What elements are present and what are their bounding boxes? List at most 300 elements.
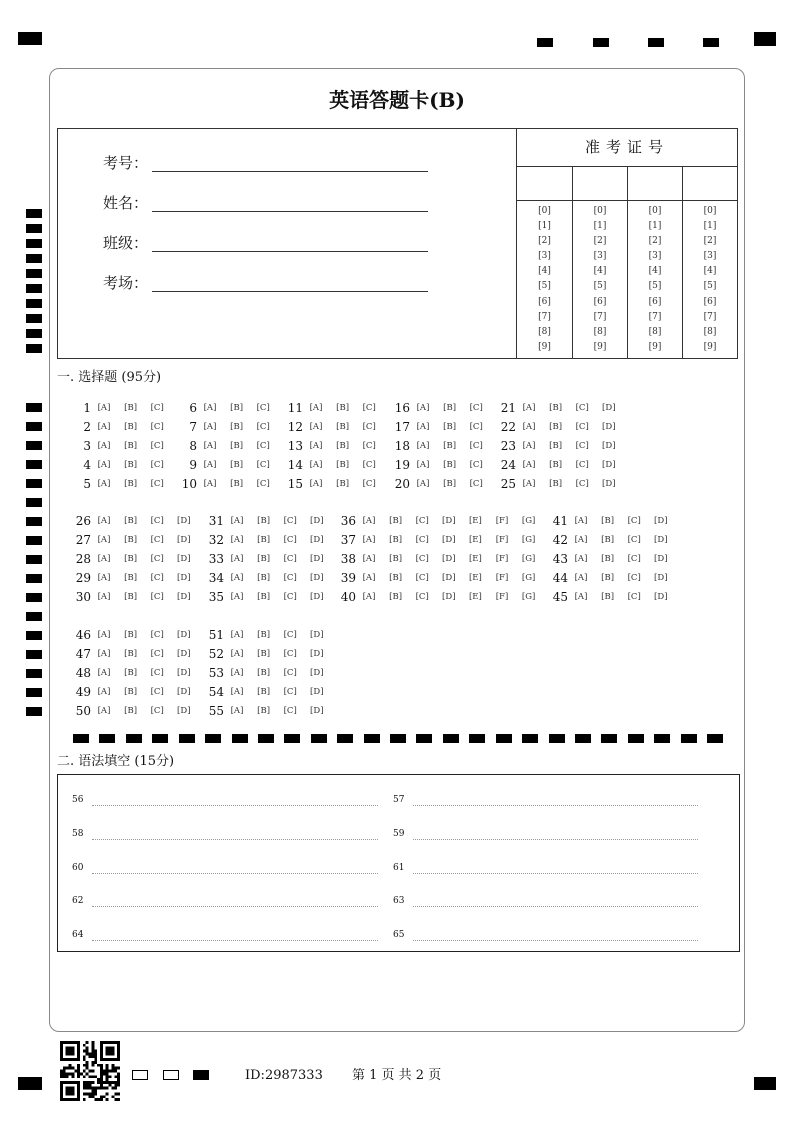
- question-number: 9: [189, 458, 197, 472]
- answer-option-bubble[interactable]: [ B ]: [442, 439, 458, 453]
- question-number: 14: [287, 458, 303, 472]
- digit-bubble[interactable]: [ 4 ]: [573, 264, 627, 279]
- answer-option-bubble[interactable]: [ D ]: [309, 628, 325, 642]
- answer-option-bubble[interactable]: [ D ]: [309, 685, 325, 699]
- digit-bubble[interactable]: [ 5 ]: [573, 279, 627, 294]
- digit-bubble[interactable]: [ 7 ]: [573, 310, 627, 325]
- answer-option-bubble[interactable]: [ B ]: [123, 533, 139, 547]
- class-field[interactable]: [103, 231, 433, 255]
- answer-option-bubble[interactable]: [ A ]: [96, 477, 112, 491]
- qr-module: [91, 1061, 94, 1064]
- qr-module: [83, 1055, 86, 1058]
- digit-bubble[interactable]: [ 9 ]: [573, 340, 627, 355]
- answer-option-bubble[interactable]: [ A ]: [573, 514, 589, 528]
- digit-bubble[interactable]: [ 5 ]: [628, 279, 682, 294]
- answer-option-bubble[interactable]: [ D ]: [176, 685, 192, 699]
- answer-option-bubble[interactable]: [ D ]: [601, 439, 617, 453]
- exam-number-field[interactable]: [103, 151, 433, 175]
- qr-module: [89, 1084, 92, 1087]
- answer-option-bubble[interactable]: [ G ]: [521, 571, 537, 585]
- answer-option-bubble[interactable]: [ B ]: [256, 666, 272, 680]
- answer-option-bubble[interactable]: [ B ]: [388, 571, 404, 585]
- answer-option-bubble[interactable]: [ A ]: [96, 685, 112, 699]
- answer-option-bubble[interactable]: [ B ]: [123, 666, 139, 680]
- answer-option-bubble[interactable]: [ B ]: [229, 420, 245, 434]
- answer-option-bubble[interactable]: [ C ]: [574, 439, 590, 453]
- answer-option-bubble[interactable]: [ B ]: [335, 420, 351, 434]
- answer-option-bubble[interactable]: [ F ]: [494, 514, 510, 528]
- answer-option-bubble[interactable]: [ B ]: [600, 514, 616, 528]
- answer-option-bubble[interactable]: [ D ]: [309, 704, 325, 718]
- digit-bubble[interactable]: [ 0 ]: [573, 204, 627, 219]
- digit-bubble[interactable]: [ 0 ]: [517, 204, 572, 219]
- qr-module: [103, 1081, 106, 1084]
- answer-option-bubble[interactable]: [ B ]: [123, 458, 139, 472]
- student-info-box: [57, 128, 738, 359]
- qr-module: [106, 1078, 109, 1081]
- answer-option-bubble[interactable]: [ B ]: [123, 685, 139, 699]
- answer-option-bubble[interactable]: [ A ]: [521, 477, 537, 491]
- answer-option-bubble[interactable]: [ C ]: [468, 458, 484, 472]
- blank-answer-line[interactable]: [92, 940, 378, 941]
- answer-option-bubble[interactable]: [ C ]: [414, 571, 430, 585]
- answer-option-bubble[interactable]: [ C ]: [282, 647, 298, 661]
- answer-option-bubble[interactable]: [ D ]: [601, 477, 617, 491]
- answer-option-bubble[interactable]: [ A ]: [96, 401, 112, 415]
- answer-option-bubble[interactable]: [ F ]: [494, 590, 510, 604]
- answer-option-bubble[interactable]: [ A ]: [573, 552, 589, 566]
- qr-module: [69, 1090, 72, 1093]
- digit-bubble[interactable]: [ 3 ]: [628, 249, 682, 264]
- qr-module: [91, 1047, 94, 1050]
- answer-option-bubble[interactable]: [ B ]: [229, 401, 245, 415]
- answer-option-bubble[interactable]: [ B ]: [256, 647, 272, 661]
- qr-module: [111, 1095, 114, 1098]
- answer-option-bubble[interactable]: [ A ]: [202, 458, 218, 472]
- answer-option-bubble[interactable]: [ A ]: [415, 458, 431, 472]
- answer-option-bubble[interactable]: [ A ]: [229, 514, 245, 528]
- answer-option-bubble[interactable]: [ D ]: [176, 666, 192, 680]
- answer-option-bubble[interactable]: [ C ]: [414, 590, 430, 604]
- answer-option-bubble[interactable]: [ B ]: [123, 401, 139, 415]
- answer-option-bubble[interactable]: [ B ]: [548, 439, 564, 453]
- answer-option-bubble[interactable]: [ D ]: [309, 552, 325, 566]
- answer-option-bubble[interactable]: [ A ]: [573, 571, 589, 585]
- answer-option-bubble[interactable]: [ C ]: [574, 458, 590, 472]
- answer-option-bubble[interactable]: [ B ]: [335, 458, 351, 472]
- answer-option-bubble[interactable]: [ C ]: [149, 439, 165, 453]
- answer-option-bubble[interactable]: [ B ]: [388, 552, 404, 566]
- answer-option-bubble[interactable]: [ G ]: [521, 552, 537, 566]
- digit-bubble[interactable]: [ 1 ]: [517, 219, 572, 234]
- answer-option-bubble[interactable]: [ B ]: [229, 439, 245, 453]
- answer-option-bubble[interactable]: [ D ]: [601, 458, 617, 472]
- answer-option-bubble[interactable]: [ A ]: [96, 439, 112, 453]
- answer-option-bubble[interactable]: [ A ]: [361, 571, 377, 585]
- answer-option-bubble[interactable]: [ C ]: [626, 533, 642, 547]
- answer-option-bubble[interactable]: [ C ]: [626, 590, 642, 604]
- blank-answer-line[interactable]: [92, 839, 378, 840]
- answer-option-bubble[interactable]: [ C ]: [149, 514, 165, 528]
- digit-bubble[interactable]: [ 7 ]: [517, 310, 572, 325]
- digit-bubble[interactable]: [ 1 ]: [573, 219, 627, 234]
- digit-bubble[interactable]: [ 6 ]: [573, 295, 627, 310]
- answer-option-bubble[interactable]: [ B ]: [548, 458, 564, 472]
- answer-option-bubble[interactable]: [ B ]: [256, 628, 272, 642]
- answer-option-bubble[interactable]: [ D ]: [176, 552, 192, 566]
- answer-option-bubble[interactable]: [ A ]: [96, 628, 112, 642]
- answer-option-bubble[interactable]: [ C ]: [414, 533, 430, 547]
- answer-option-bubble[interactable]: [ D ]: [309, 514, 325, 528]
- answer-option-bubble[interactable]: [ A ]: [202, 420, 218, 434]
- answer-option-bubble[interactable]: [ C ]: [282, 685, 298, 699]
- answer-option-bubble[interactable]: [ A ]: [308, 458, 324, 472]
- answer-option-bubble[interactable]: [ A ]: [96, 533, 112, 547]
- answer-option-bubble[interactable]: [ B ]: [442, 420, 458, 434]
- answer-option-bubble[interactable]: [ B ]: [229, 458, 245, 472]
- admission-digit-write-cell[interactable]: [573, 167, 627, 201]
- answer-option-bubble[interactable]: [ B ]: [335, 477, 351, 491]
- answer-option-bubble[interactable]: [ B ]: [388, 590, 404, 604]
- answer-option-bubble[interactable]: [ A ]: [96, 666, 112, 680]
- blank-answer-line[interactable]: [413, 839, 698, 840]
- answer-option-bubble[interactable]: [ D ]: [441, 514, 457, 528]
- blank-answer-line[interactable]: [413, 873, 698, 874]
- digit-bubble[interactable]: [ 2 ]: [683, 234, 737, 249]
- digit-bubble[interactable]: [ 0 ]: [683, 204, 737, 219]
- answer-option-bubble[interactable]: [ F ]: [494, 533, 510, 547]
- answer-option-bubble[interactable]: [ D ]: [653, 590, 669, 604]
- field-input-line[interactable]: [152, 291, 428, 292]
- answer-option-bubble[interactable]: [ C ]: [149, 571, 165, 585]
- answer-option-bubble[interactable]: [ C ]: [361, 401, 377, 415]
- answer-option-bubble[interactable]: [ A ]: [202, 439, 218, 453]
- blank-answer-line[interactable]: [92, 906, 378, 907]
- answer-option-bubble[interactable]: [ B ]: [123, 628, 139, 642]
- answer-option-bubble[interactable]: [ F ]: [494, 552, 510, 566]
- answer-option-bubble[interactable]: [ C ]: [149, 401, 165, 415]
- answer-option-bubble[interactable]: [ A ]: [229, 704, 245, 718]
- answer-option-bubble[interactable]: [ A ]: [308, 420, 324, 434]
- qr-module: [80, 1072, 83, 1075]
- answer-option-bubble[interactable]: [ D ]: [309, 647, 325, 661]
- answer-option-bubble[interactable]: [ C ]: [149, 704, 165, 718]
- field-input-line[interactable]: [152, 171, 428, 172]
- field-label: 姓名：: [103, 194, 149, 212]
- answer-option-bubble[interactable]: [ B ]: [335, 439, 351, 453]
- answer-option-bubble[interactable]: [ G ]: [521, 514, 537, 528]
- answer-option-bubble[interactable]: [ C ]: [255, 477, 271, 491]
- digit-bubble[interactable]: [ 6 ]: [517, 295, 572, 310]
- answer-option-bubble[interactable]: [ C ]: [282, 571, 298, 585]
- left-timing-mark: [26, 612, 42, 621]
- digit-bubble[interactable]: [ 6 ]: [628, 295, 682, 310]
- blank-answer-line[interactable]: [92, 805, 378, 806]
- digit-bubble[interactable]: [ 6 ]: [683, 295, 737, 310]
- answer-option-bubble[interactable]: [ D ]: [653, 514, 669, 528]
- digit-bubble[interactable]: [ 4 ]: [628, 264, 682, 279]
- answer-option-bubble[interactable]: [ C ]: [149, 647, 165, 661]
- answer-option-bubble[interactable]: [ B ]: [123, 439, 139, 453]
- answer-option-bubble[interactable]: [ D ]: [601, 420, 617, 434]
- answer-option-bubble[interactable]: [ C ]: [282, 628, 298, 642]
- answer-option-bubble[interactable]: [ C ]: [468, 477, 484, 491]
- answer-option-bubble[interactable]: [ A ]: [573, 533, 589, 547]
- digit-bubble[interactable]: [ 3 ]: [683, 249, 737, 264]
- answer-option-bubble[interactable]: [ C ]: [149, 685, 165, 699]
- answer-option-bubble[interactable]: [ A ]: [573, 590, 589, 604]
- answer-option-bubble[interactable]: [ E ]: [467, 533, 483, 547]
- answer-option-bubble[interactable]: [ A ]: [415, 401, 431, 415]
- answer-option-bubble[interactable]: [ C ]: [468, 401, 484, 415]
- digit-bubble[interactable]: [ 2 ]: [573, 234, 627, 249]
- answer-option-bubble[interactable]: [ D ]: [309, 590, 325, 604]
- answer-option-bubble[interactable]: [ C ]: [414, 552, 430, 566]
- digit-bubble[interactable]: [ 3 ]: [517, 249, 572, 264]
- answer-option-bubble[interactable]: [ C ]: [468, 439, 484, 453]
- answer-option-bubble[interactable]: [ A ]: [229, 685, 245, 699]
- answer-option-bubble[interactable]: [ A ]: [96, 420, 112, 434]
- answer-option-bubble[interactable]: [ G ]: [521, 533, 537, 547]
- question-number: 55: [208, 704, 224, 718]
- admission-digit-write-cell[interactable]: [628, 167, 682, 201]
- answer-option-bubble[interactable]: [ C ]: [255, 458, 271, 472]
- answer-option-bubble[interactable]: [ D ]: [653, 552, 669, 566]
- answer-option-bubble[interactable]: [ D ]: [176, 571, 192, 585]
- qr-module: [89, 1095, 92, 1098]
- answer-option-bubble[interactable]: [ A ]: [308, 439, 324, 453]
- answer-option-bubble[interactable]: [ B ]: [548, 420, 564, 434]
- digit-bubble[interactable]: [ 8 ]: [683, 325, 737, 340]
- answer-option-bubble[interactable]: [ A ]: [308, 477, 324, 491]
- answer-option-bubble[interactable]: [ G ]: [521, 590, 537, 604]
- digit-bubble[interactable]: [ 7 ]: [683, 310, 737, 325]
- answer-option-bubble[interactable]: [ A ]: [521, 401, 537, 415]
- answer-option-bubble[interactable]: [ B ]: [600, 590, 616, 604]
- answer-option-bubble[interactable]: [ C ]: [468, 420, 484, 434]
- digit-bubble[interactable]: [ 7 ]: [628, 310, 682, 325]
- answer-option-bubble[interactable]: [ C ]: [626, 514, 642, 528]
- answer-option-bubble[interactable]: [ D ]: [176, 514, 192, 528]
- answer-option-bubble[interactable]: [ B ]: [256, 704, 272, 718]
- answer-option-bubble[interactable]: [ B ]: [388, 533, 404, 547]
- answer-option-bubble[interactable]: [ D ]: [441, 590, 457, 604]
- answer-option-bubble[interactable]: [ C ]: [282, 552, 298, 566]
- answer-option-bubble[interactable]: [ B ]: [123, 647, 139, 661]
- answer-option-bubble[interactable]: [ B ]: [123, 704, 139, 718]
- answer-option-bubble[interactable]: [ A ]: [229, 571, 245, 585]
- answer-option-bubble[interactable]: [ B ]: [123, 514, 139, 528]
- digit-bubble[interactable]: [ 4 ]: [517, 264, 572, 279]
- answer-option-bubble[interactable]: [ D ]: [176, 647, 192, 661]
- answer-option-bubble[interactable]: [ B ]: [600, 571, 616, 585]
- answer-option-bubble[interactable]: [ C ]: [414, 514, 430, 528]
- answer-option-bubble[interactable]: [ D ]: [176, 704, 192, 718]
- blank-answer-line[interactable]: [92, 873, 378, 874]
- answer-option-bubble[interactable]: [ F ]: [494, 571, 510, 585]
- answer-option-bubble[interactable]: [ C ]: [574, 477, 590, 491]
- answer-option-bubble[interactable]: [ A ]: [229, 628, 245, 642]
- answer-option-bubble[interactable]: [ A ]: [229, 666, 245, 680]
- digit-bubble[interactable]: [ 9 ]: [628, 340, 682, 355]
- digit-bubble[interactable]: [ 8 ]: [628, 325, 682, 340]
- field-input-line[interactable]: [152, 211, 428, 212]
- answer-option-bubble[interactable]: [ C ]: [255, 420, 271, 434]
- answer-option-bubble[interactable]: [ A ]: [521, 439, 537, 453]
- answer-option-bubble[interactable]: [ C ]: [149, 590, 165, 604]
- answer-option-bubble[interactable]: [ C ]: [149, 552, 165, 566]
- digit-bubble[interactable]: [ 5 ]: [683, 279, 737, 294]
- answer-option-bubble[interactable]: [ A ]: [96, 514, 112, 528]
- answer-option-bubble[interactable]: [ C ]: [574, 420, 590, 434]
- answer-option-bubble[interactable]: [ B ]: [229, 477, 245, 491]
- qr-module: [69, 1098, 72, 1101]
- answer-option-bubble[interactable]: [ C ]: [282, 666, 298, 680]
- answer-option-bubble[interactable]: [ A ]: [96, 458, 112, 472]
- digit-bubble[interactable]: [ 4 ]: [683, 264, 737, 279]
- qr-module: [91, 1064, 94, 1067]
- answer-option-bubble[interactable]: [ A ]: [202, 401, 218, 415]
- answer-option-bubble[interactable]: [ A ]: [415, 477, 431, 491]
- answer-option-bubble[interactable]: [ B ]: [442, 477, 458, 491]
- answer-option-bubble[interactable]: [ C ]: [361, 458, 377, 472]
- blank-answer-line[interactable]: [413, 940, 698, 941]
- answer-option-bubble[interactable]: [ A ]: [415, 439, 431, 453]
- answer-option-bubble[interactable]: [ D ]: [441, 571, 457, 585]
- answer-option-bubble[interactable]: [ C ]: [361, 439, 377, 453]
- answer-option-bubble[interactable]: [ C ]: [282, 533, 298, 547]
- qr-module: [89, 1075, 92, 1078]
- answer-option-bubble[interactable]: [ C ]: [149, 420, 165, 434]
- answer-option-bubble[interactable]: [ D ]: [653, 571, 669, 585]
- answer-option-bubble[interactable]: [ D ]: [309, 533, 325, 547]
- answer-option-bubble[interactable]: [ D ]: [441, 533, 457, 547]
- qr-module: [91, 1041, 94, 1044]
- answer-option-bubble[interactable]: [ A ]: [96, 704, 112, 718]
- answer-option-bubble[interactable]: [ D ]: [176, 590, 192, 604]
- answer-option-bubble[interactable]: [ C ]: [361, 477, 377, 491]
- answer-option-bubble[interactable]: [ B ]: [256, 552, 272, 566]
- answer-option-bubble[interactable]: [ C ]: [626, 552, 642, 566]
- answer-option-bubble[interactable]: [ B ]: [256, 514, 272, 528]
- answer-option-bubble[interactable]: [ D ]: [441, 552, 457, 566]
- answer-option-bubble[interactable]: [ C ]: [149, 666, 165, 680]
- answer-option-bubble[interactable]: [ E ]: [467, 514, 483, 528]
- answer-option-bubble[interactable]: [ A ]: [96, 647, 112, 661]
- answer-option-bubble[interactable]: [ A ]: [229, 533, 245, 547]
- answer-option-bubble[interactable]: [ A ]: [521, 458, 537, 472]
- answer-option-bubble[interactable]: [ A ]: [96, 571, 112, 585]
- answer-option-bubble[interactable]: [ A ]: [96, 590, 112, 604]
- answer-option-bubble[interactable]: [ A ]: [521, 420, 537, 434]
- qr-module: [71, 1041, 74, 1044]
- answer-option-bubble[interactable]: [ D ]: [601, 401, 617, 415]
- answer-option-bubble[interactable]: [ B ]: [442, 401, 458, 415]
- answer-option-bubble[interactable]: [ B ]: [335, 401, 351, 415]
- blank-answer-line[interactable]: [413, 805, 698, 806]
- digit-bubble[interactable]: [ 1 ]: [683, 219, 737, 234]
- answer-option-bubble[interactable]: [ B ]: [256, 533, 272, 547]
- answer-option-bubble[interactable]: [ C ]: [626, 571, 642, 585]
- answer-option-bubble[interactable]: [ B ]: [442, 458, 458, 472]
- answer-option-bubble[interactable]: [ B ]: [256, 590, 272, 604]
- question-number: 39: [340, 571, 356, 585]
- answer-option-bubble[interactable]: [ C ]: [149, 458, 165, 472]
- answer-option-bubble[interactable]: [ A ]: [308, 401, 324, 415]
- answer-option-bubble[interactable]: [ D ]: [176, 628, 192, 642]
- answer-option-bubble[interactable]: [ A ]: [229, 647, 245, 661]
- answer-option-bubble[interactable]: [ C ]: [574, 401, 590, 415]
- answer-option-bubble[interactable]: [ B ]: [548, 401, 564, 415]
- answer-option-bubble[interactable]: [ A ]: [202, 477, 218, 491]
- answer-option-bubble[interactable]: [ E ]: [467, 590, 483, 604]
- digit-bubble[interactable]: [ 9 ]: [683, 340, 737, 355]
- blank-answer-line[interactable]: [413, 906, 698, 907]
- field-input-line[interactable]: [152, 251, 428, 252]
- answer-option-bubble[interactable]: [ B ]: [123, 477, 139, 491]
- answer-option-bubble[interactable]: [ B ]: [256, 685, 272, 699]
- answer-option-bubble[interactable]: [ C ]: [149, 477, 165, 491]
- answer-option-bubble[interactable]: [ B ]: [256, 571, 272, 585]
- answer-option-bubble[interactable]: [ C ]: [361, 420, 377, 434]
- admission-digit-write-cell[interactable]: [683, 167, 737, 201]
- answer-option-bubble[interactable]: [ D ]: [309, 666, 325, 680]
- answer-option-bubble[interactable]: [ C ]: [149, 628, 165, 642]
- answer-option-bubble[interactable]: [ B ]: [123, 420, 139, 434]
- answer-option-bubble[interactable]: [ A ]: [96, 552, 112, 566]
- answer-option-bubble[interactable]: [ D ]: [176, 533, 192, 547]
- answer-option-bubble[interactable]: [ D ]: [309, 571, 325, 585]
- answer-option-bubble[interactable]: [ E ]: [467, 552, 483, 566]
- answer-option-bubble[interactable]: [ C ]: [149, 533, 165, 547]
- answer-option-bubble[interactable]: [ B ]: [123, 571, 139, 585]
- admission-number-grid: [516, 129, 737, 358]
- answer-option-bubble[interactable]: [ A ]: [229, 552, 245, 566]
- answer-option-bubble[interactable]: [ C ]: [282, 590, 298, 604]
- digit-bubble[interactable]: [ 0 ]: [628, 204, 682, 219]
- answer-option-bubble[interactable]: [ B ]: [600, 533, 616, 547]
- digit-bubble[interactable]: [ 2 ]: [517, 234, 572, 249]
- answer-option-bubble[interactable]: [ A ]: [229, 590, 245, 604]
- admission-digit-write-cell[interactable]: [517, 167, 572, 201]
- answer-option-bubble[interactable]: [ A ]: [361, 533, 377, 547]
- digit-bubble[interactable]: [ 5 ]: [517, 279, 572, 294]
- digit-bubble[interactable]: [ 8 ]: [517, 325, 572, 340]
- answer-option-bubble[interactable]: [ C ]: [255, 439, 271, 453]
- digit-bubble[interactable]: [ 9 ]: [517, 340, 572, 355]
- digit-bubble[interactable]: [ 1 ]: [628, 219, 682, 234]
- answer-option-bubble[interactable]: [ B ]: [388, 514, 404, 528]
- digit-bubble[interactable]: [ 8 ]: [573, 325, 627, 340]
- answer-option-bubble[interactable]: [ A ]: [415, 420, 431, 434]
- answer-option-bubble[interactable]: [ B ]: [123, 590, 139, 604]
- answer-option-bubble[interactable]: [ E ]: [467, 571, 483, 585]
- answer-option-bubble[interactable]: [ C ]: [282, 704, 298, 718]
- answer-option-bubble[interactable]: [ A ]: [361, 590, 377, 604]
- answer-option-bubble[interactable]: [ A ]: [361, 552, 377, 566]
- exam-room-field[interactable]: [103, 271, 433, 295]
- name-field[interactable]: [103, 191, 433, 215]
- answer-option-bubble[interactable]: [ C ]: [255, 401, 271, 415]
- digit-bubble[interactable]: [ 3 ]: [573, 249, 627, 264]
- answer-option-bubble[interactable]: [ B ]: [600, 552, 616, 566]
- answer-option-bubble[interactable]: [ B ]: [123, 552, 139, 566]
- answer-option-bubble[interactable]: [ A ]: [361, 514, 377, 528]
- answer-option-bubble[interactable]: [ B ]: [548, 477, 564, 491]
- answer-option-bubble[interactable]: [ C ]: [282, 514, 298, 528]
- digit-bubble[interactable]: [ 2 ]: [628, 234, 682, 249]
- answer-option-bubble[interactable]: [ D ]: [653, 533, 669, 547]
